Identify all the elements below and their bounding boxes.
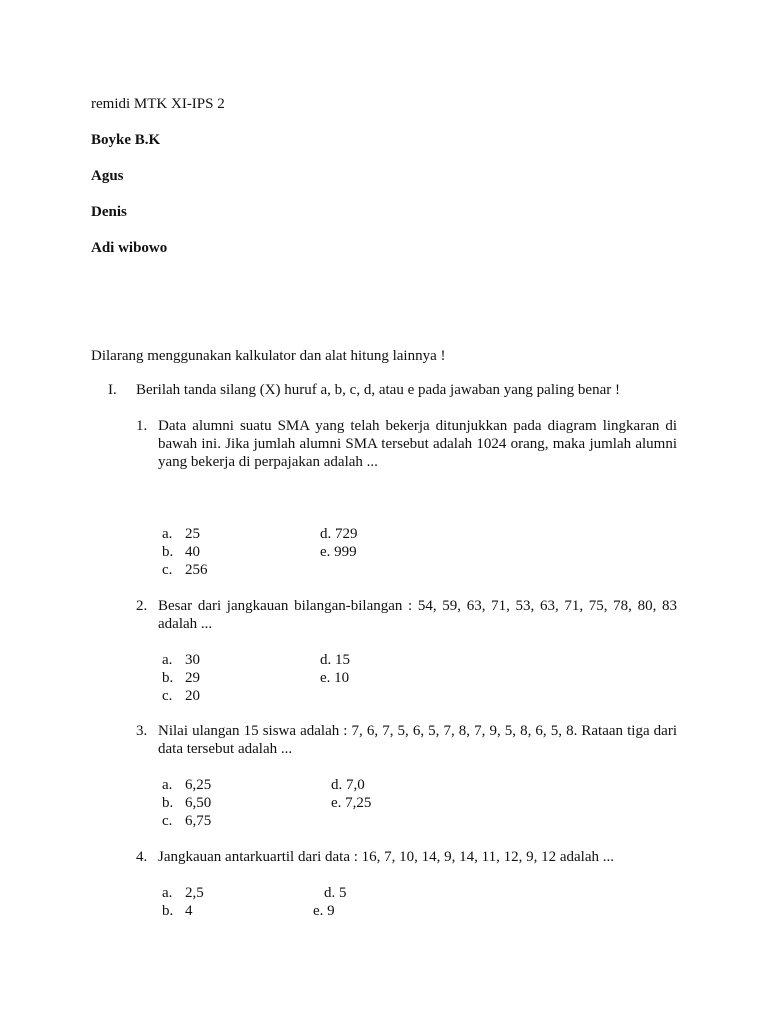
q3-option-d: d. 7,0: [331, 777, 365, 793]
q2-option-b-value: 29: [185, 670, 200, 686]
section-instruction: Berilah tanda silang (X) huruf a, b, c, d, atau e pada jawaban yang paling benar !: [136, 382, 620, 398]
q2-option-b-letter: b.: [162, 670, 174, 686]
question-4-text: Jangkauan antarkuartil dari data : 16, 7, 10, 14, 9, 14, 11, 12, 9, 12 adalah ...: [158, 849, 614, 865]
student-name-2: Agus: [91, 168, 124, 184]
q1-option-b-value: 40: [185, 544, 200, 560]
q1-option-e: e. 999: [320, 544, 357, 560]
q1-option-a-value: 25: [185, 526, 200, 542]
q3-option-c-letter: c.: [162, 813, 173, 829]
question-3-text: Nilai ulangan 15 siswa adalah : 7, 6, 7, 5, 6, 5, 7, 8, 7, 9, 5, 8, 6, 5, 8. Rataan tiga dari data tersebut adalah ...: [158, 723, 677, 757]
q2-option-a-letter: a.: [162, 652, 173, 668]
student-name-3: Denis: [91, 204, 127, 220]
question-1-number: 1.: [136, 418, 148, 434]
q2-option-d: d. 15: [320, 652, 350, 668]
q3-option-a-value: 6,25: [185, 777, 212, 793]
student-name-1: Boyke B.K: [91, 132, 161, 148]
instruction-text: Dilarang menggunakan kalkulator dan alat hitung lainnya !: [91, 348, 446, 364]
q2-option-a-value: 30: [185, 652, 200, 668]
q4-option-b-letter: b.: [162, 903, 174, 919]
q2-option-c-value: 20: [185, 688, 200, 704]
section-numeral: I.: [108, 382, 117, 398]
question-3-number: 3.: [136, 723, 148, 739]
q1-option-a-letter: a.: [162, 526, 173, 542]
question-2-number: 2.: [136, 598, 148, 614]
q3-option-b-letter: b.: [162, 795, 174, 811]
q4-option-a-value: 2,5: [185, 885, 204, 901]
q4-option-e: e. 9: [313, 903, 335, 919]
q2-option-c-letter: c.: [162, 688, 173, 704]
q2-option-e: e. 10: [320, 670, 350, 686]
question-2-text: Besar dari jangkauan bilangan-bilangan : 54, 59, 63, 71, 53, 63, 71, 75, 78, 80, 83 adalah ...: [158, 598, 677, 632]
q4-option-a-letter: a.: [162, 885, 173, 901]
document-title: remidi MTK XI-IPS 2: [91, 96, 225, 112]
q1-option-d: d. 729: [320, 526, 358, 542]
q1-option-b-letter: b.: [162, 544, 174, 560]
q3-option-e: e. 7,25: [331, 795, 372, 811]
q4-option-d: d. 5: [324, 885, 347, 901]
question-4-number: 4.: [136, 849, 148, 865]
q4-option-b-value: 4: [185, 903, 193, 919]
question-1-text: Data alumni suatu SMA yang telah bekerja ditunjukkan pada diagram lingkaran di bawah ini. Jika jumlah alumni SMA tersebut adalah 1024 orang, maka jumlah alumni yang bekerja di perpajakan adalah ...: [158, 418, 677, 470]
q1-option-c-letter: c.: [162, 562, 173, 578]
student-name-4: Adi wibowo: [91, 240, 168, 256]
q1-option-c-value: 256: [185, 562, 208, 578]
q3-option-c-value: 6,75: [185, 813, 212, 829]
q3-option-a-letter: a.: [162, 777, 173, 793]
q3-option-b-value: 6,50: [185, 795, 212, 811]
